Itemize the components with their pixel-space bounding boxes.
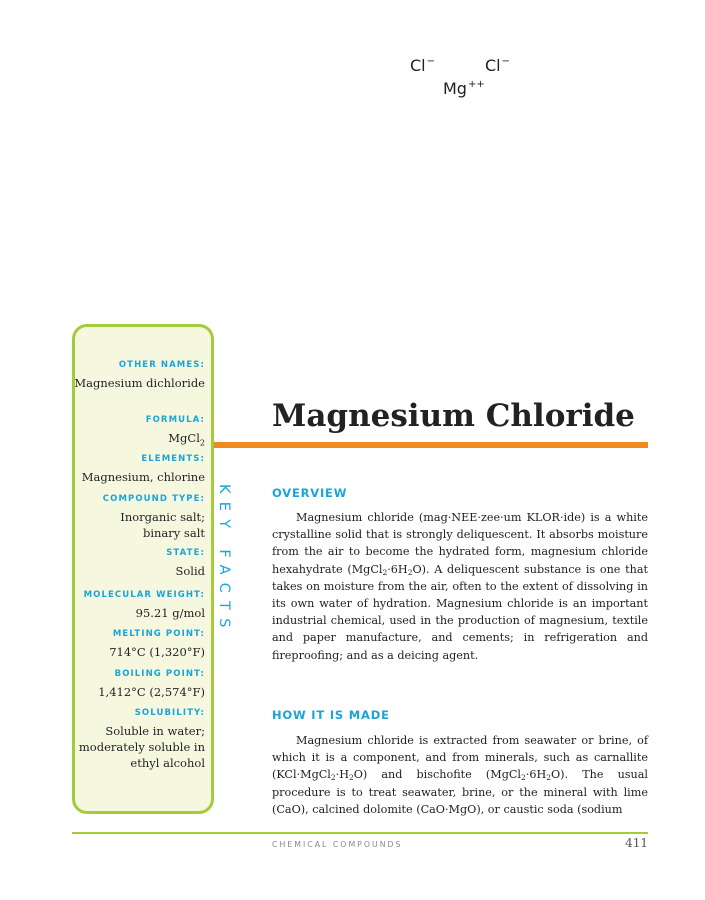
overview-paragraph: Magnesium chloride (mag·NEE·zee·um KLOR·ide) is a white crystalline solid that is strongly deliquescent. It absorbs moisture from the air to become the hydrated form, magnesium chloride hexahydrate $(MgCl_2\cdot 6H_2O)$. A deliquescent substance is one that takes on moisture from the air, often to the extent of dissolving in its own water of hydration. Magnesium chloride is an important industrial chemical, used in the production of magnesium, textile and paper manufacture, and cements; in refrigeration and fireproofing; and as a deicing agent. bbox=[272, 511, 648, 662]
fact-formula: FORMULA: MgCl$_2$ bbox=[145, 415, 205, 448]
fact-melting-point: MELTING POINT: 714°C (1,320°F) bbox=[109, 629, 205, 659]
fact-solubility: SOLUBILITY: Soluble in water; moderately soluble in ethyl alcohol bbox=[78, 708, 205, 770]
magnesium-ion: Mg++ bbox=[443, 79, 485, 98]
page-number: 411 bbox=[625, 836, 648, 850]
fact-state: STATE: Solid bbox=[166, 548, 205, 578]
footer-label: CHEMICAL COMPOUNDS bbox=[272, 840, 403, 849]
title-underline bbox=[214, 442, 648, 448]
overview-heading: OVERVIEW bbox=[272, 486, 348, 500]
fact-elements: ELEMENTS: Magnesium, chlorine bbox=[81, 454, 205, 484]
fact-compound-type: COMPOUND TYPE: Inorganic salt; binary salt bbox=[102, 494, 205, 540]
footer-rule bbox=[72, 832, 648, 834]
how-made-paragraph: Magnesium chloride is extracted from seawater or brine, of which it is a component, and from minerals, such as carnallite $(KCl\cdot MgCl_2\cdot H_2O)$ and bischofite $(MgCl_2\cdot 6H_2O)$. The usual procedure is to treat seawater, brine, or the mineral with lime (CaO), calcined dolomite (CaO·MgO), or caustic soda (sodium bbox=[272, 734, 648, 816]
key-facts-heading: KEY FACTS bbox=[216, 484, 232, 636]
chloride-ion-right: Cl− bbox=[485, 56, 511, 75]
how-made-heading: HOW IT IS MADE bbox=[272, 708, 390, 722]
fact-other-names: OTHER NAMES: Magnesium dichloride bbox=[74, 360, 205, 390]
chloride-ion-left: Cl− bbox=[410, 56, 436, 75]
fact-molecular-weight: MOLECULAR WEIGHT: 95.21 g/mol bbox=[83, 590, 205, 620]
page-title: Magnesium Chloride bbox=[272, 398, 635, 434]
fact-boiling-point: BOILING POINT: 1,412°C (2,574°F) bbox=[98, 669, 205, 699]
